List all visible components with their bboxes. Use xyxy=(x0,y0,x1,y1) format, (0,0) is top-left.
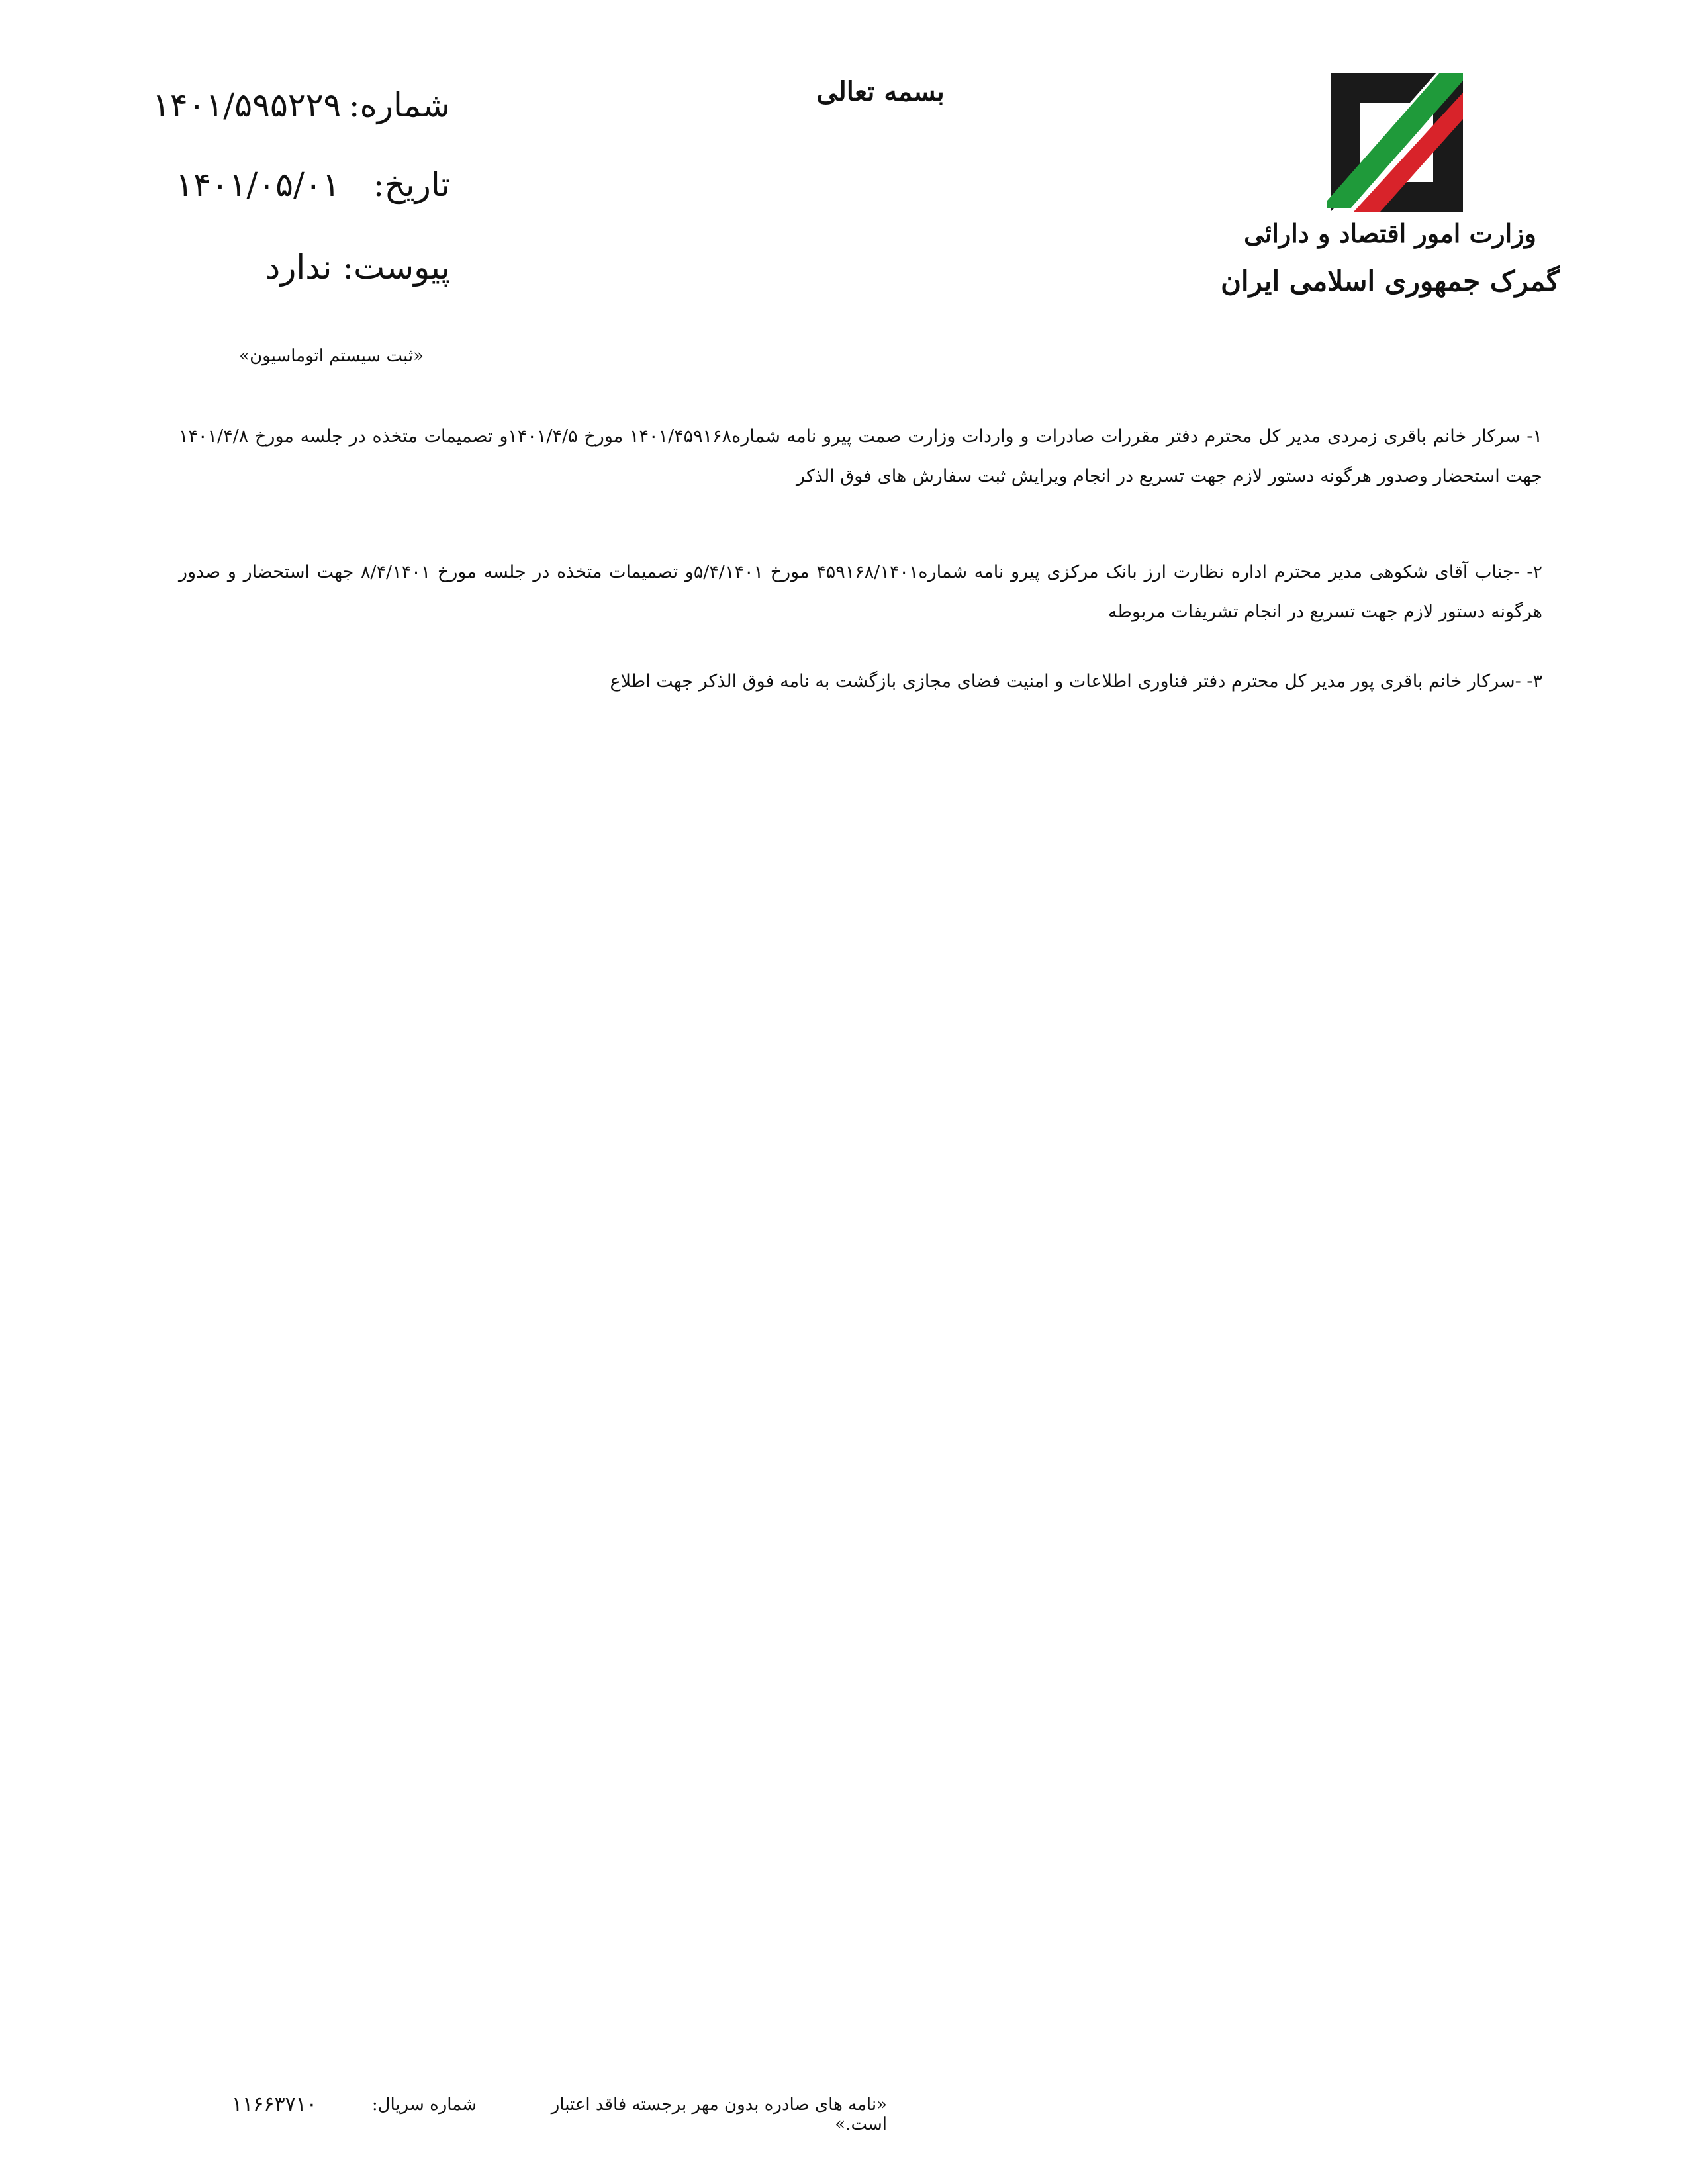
letter-number-row xyxy=(119,86,450,139)
attachment-row xyxy=(119,248,450,301)
customs-logo xyxy=(1324,66,1470,218)
paragraph-1: ۱- سرکار خانم باقری زمردی مدیر کل محترم دفتر مقررات صادرات و واردات وزارت صمت پیرو نامه شماره۱۴۰۱/۴۵۹۱۶۸ مورخ ۱۴۰۱/۴/۵و تصمیمات متخذه در جلسه مورخ ۱۴۰۱/۴/۸ جهت استحضار وصدور هرگونه دستور لازم جهت تسریع در انجام ویرایش ثبت سفارش های فوق الذکر xyxy=(179,426,1543,486)
letter-date-value: ۱۴۰۱/۰۵/۰۱ xyxy=(175,165,340,204)
bismillah-heading: بسمه تعالی xyxy=(816,76,945,107)
footer-note: «نامه های صادره بدون مهر برجسته فاقد اعتبار است.» xyxy=(551,2095,887,2134)
letter-date-row xyxy=(119,165,450,218)
organization-name: گمرک جمهوری اسلامی ایران xyxy=(1221,265,1560,297)
letter-number-label: شماره: xyxy=(348,86,450,124)
serial-label: شماره سریال: xyxy=(371,2095,477,2115)
paragraph-3: ۳- -سرکار خانم باقری پور مدیر کل محترم دفتر فناوری اطلاعات و امنیت فضای مجازی بازگشت به نامه فوق الذکر جهت اطلاع xyxy=(610,671,1542,692)
letter-date-label: تاریخ: xyxy=(373,165,450,204)
registration-note: «ثبت سیستم اتوماسیون» xyxy=(239,346,424,366)
serial-value: ۱۱۶۶۳۷۱۰ xyxy=(232,2093,317,2116)
paragraph-2: ۲- -جناب آقای شکوهی مدیر محترم اداره نظارت ارز بانک مرکزی پیرو نامه شماره۴۵۹۱۶۸/۱۴۰۱ مورخ ۵/۴/۱۴۰۱و تصمیمات متخذه در جلسه مورخ ۸/۴/۱۴۰۱ جهت استحضار و صدور هرگونه دستور لازم جهت تسریع در انجام تشریفات مربوطه xyxy=(179,562,1543,622)
attachment-text: پیوست: ندارد xyxy=(265,248,450,287)
ministry-name: وزارت امور اقتصاد و دارائی xyxy=(1244,218,1536,248)
letter-number-value: ۱۴۰۱/۵۹۵۲۲۹ xyxy=(152,86,342,124)
